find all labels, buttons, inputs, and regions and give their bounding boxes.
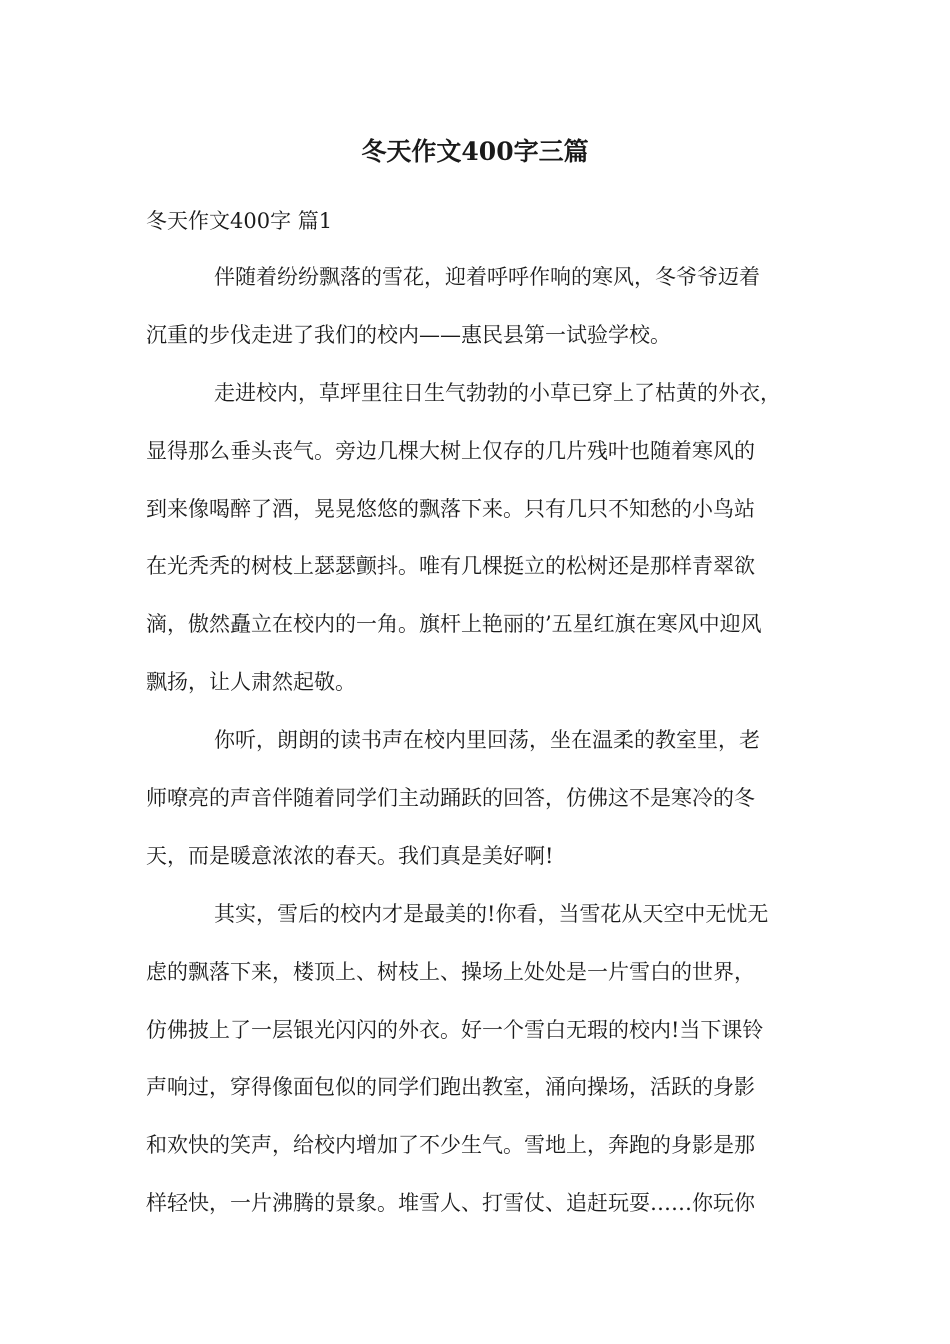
text-line: 和欢快的笑声，给校内增加了不少生气。雪地上，奔跑的身影是那 xyxy=(146,1133,755,1158)
text-line: 师嘹亮的声音伴随着同学们主动踊跃的回答，仿佛这不是寒冷的冬 xyxy=(146,786,755,811)
text-line: 样轻快，一片沸腾的景象。堆雪人、打雪仗、追赶玩耍……你玩你 xyxy=(146,1191,755,1216)
text-line: 沉重的步伐走进了我们的校内——惠民县第一试验学校。 xyxy=(146,322,671,347)
text-line: 虑的飘落下来，楼顶上、树枝上、操场上处处是一片雪白的世界， xyxy=(146,959,755,984)
text-line: 仿佛披上了一层银光闪闪的外衣。好一个雪白无瑕的校内!当下课铃 xyxy=(146,1017,764,1042)
text-line: 显得那么垂头丧气。旁边几棵大树上仅存的几片残叶也随着寒风的 xyxy=(146,438,755,463)
document-title: 冬天作文400字三篇 xyxy=(361,137,589,166)
text-line: 在光秃秃的树枝上瑟瑟颤抖。唯有几棵挺立的松树还是那样青翠欲 xyxy=(146,554,755,579)
text-line: 伴随着纷纷飘落的雪花，迎着呼呼作响的寒风，冬爷爷迈着 xyxy=(214,265,760,289)
text-line: 飘扬，让人肃然起敬。 xyxy=(146,670,356,695)
text-line: 声响过，穿得像面包似的同学们跑出教室，涌向操场，活跃的身影 xyxy=(146,1075,755,1100)
section-heading: 冬天作文400字 篇1 xyxy=(146,209,333,233)
text-line: 滴，傲然矗立在校内的一角。旗杆上艳丽的’五星红旗在寒风中迎风 xyxy=(146,612,762,637)
text-line: 天，而是暖意浓浓的春天。我们真是美好啊! xyxy=(146,843,554,868)
essay-body xyxy=(146,262,826,1246)
text-line: 你听，朗朗的读书声在校内里回荡，坐在温柔的教室里，老 xyxy=(214,728,760,753)
text-line: 走进校内，草坪里往日生气勃勃的小草已穿上了枯黄的外衣， xyxy=(214,380,781,405)
text-line: 其实，雪后的校内才是最美的!你看，当雪花从天空中无忧无 xyxy=(214,901,769,926)
text-line: 到来像喝醉了酒，晃晃悠悠的飘落下来。只有几只不知愁的小鸟站 xyxy=(146,496,755,521)
